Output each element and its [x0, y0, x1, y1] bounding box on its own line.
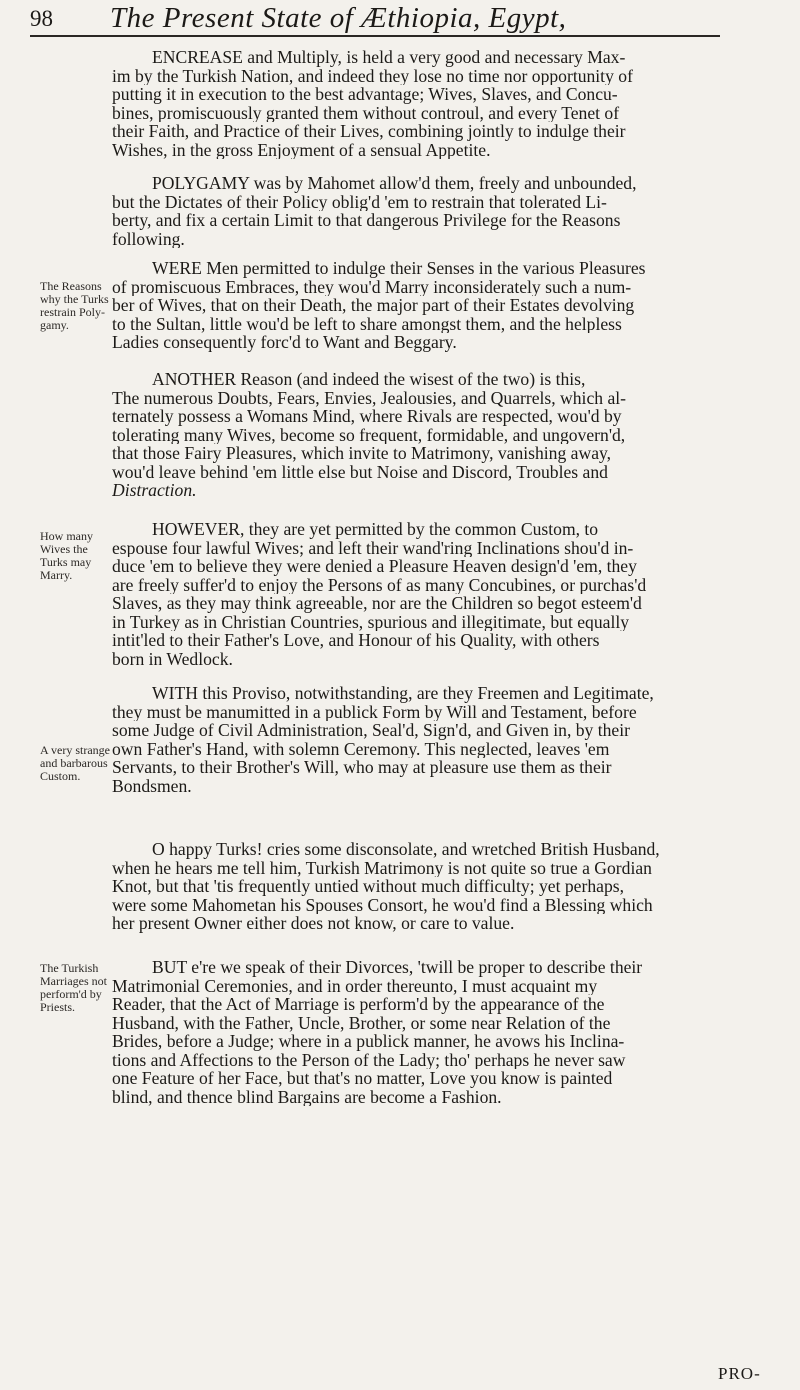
margin-note-line: The Reasons — [40, 279, 102, 293]
text-line: WITH this Proviso, notwithstanding, are they Freemen and Legitimate, — [152, 684, 654, 703]
margin-note-line: Marriages not — [40, 974, 107, 988]
text-line: im by the Turkish Nation, and indeed they lose no time nor opportunity of — [112, 66, 633, 85]
text-line: Ladies consequently forc'd to Want and Beggary. — [112, 333, 457, 352]
margin-note-reasons — [40, 280, 112, 332]
text-line: their Faith, and Practice of their Lives, combining jointly to indulge their — [112, 122, 626, 141]
text-line: ber of Wives, that on their Death, the major part of their Estates devolving — [112, 296, 635, 315]
page-header — [30, 2, 770, 36]
text-line: The numerous Doubts, Fears, Envies, Jealousies, and Quarrels, which al- — [112, 388, 627, 407]
text-line: but the Dictates of their Policy oblig'd 'em to restrain that tolerated Li- — [112, 192, 607, 211]
text-line: Knot, but that 'tis frequently untied without much difficulty; yet perhaps, — [112, 877, 624, 896]
text-line: are freely suffer'd to enjoy the Persons of as many Concubines, or purchas'd — [112, 575, 647, 594]
page-number: 98 — [30, 6, 53, 31]
text-line: in Turkey as in Christian Countries, spurious and illegitimate, but equally — [112, 612, 630, 631]
text-line: Brides, before a Judge; where in a publick manner, he avows his Inclina- — [112, 1032, 625, 1051]
paragraph-happy-turks — [112, 840, 778, 933]
text-line: one Feature of her Face, but that's no matter, Love you know is painted — [112, 1069, 613, 1088]
margin-note-line: Priests. — [40, 1000, 76, 1014]
header-rule — [30, 35, 720, 37]
margin-note-line: How many — [40, 529, 93, 543]
text-line: berty, and fix a certain Limit to that dangerous Privilege for the Reasons — [112, 211, 621, 230]
text-line: espouse four lawful Wives; and left their wand'ring Inclinations shou'd in- — [112, 538, 634, 557]
paragraph-however — [112, 520, 778, 668]
text-line: some Judge of Civil Administration, Seal'd, Sign'd, and Given in, by their — [112, 721, 630, 740]
text-line: ANOTHER Reason (and indeed the wisest of the two) is this, — [152, 370, 586, 389]
margin-note-line: A very strange — [40, 743, 110, 757]
text-line: wou'd leave behind 'em little else but Noise and Discord, Troubles and — [112, 462, 608, 481]
margin-note-line: and barbarous — [40, 756, 108, 770]
text-line: of promiscuous Embraces, they wou'd Marry inconsiderately such a num- — [112, 277, 632, 296]
text-line: ternately possess a Womans Mind, where Rivals are respected, wou'd by — [112, 407, 622, 426]
text-line: WERE Men permitted to indulge their Senses in the various Pleasures — [152, 259, 646, 278]
margin-note-how-many-wives — [40, 530, 112, 582]
text-line: tolerating many Wives, become so frequent, formidable, and ungovern'd, — [112, 425, 626, 444]
paragraph-polygamy — [112, 174, 778, 248]
text-line: tions and Affections to the Person of the Lady; tho' perhaps he never saw — [112, 1050, 626, 1069]
text-line: they must be manumitted in a publick Form by Will and Testament, before — [112, 702, 637, 721]
text-line: Bondsmen. — [112, 776, 192, 795]
text-line: Wishes, in the gross Enjoyment of a sensual Appetite. — [112, 140, 491, 159]
text-line: POLYGAMY was by Mahomet allow'd them, freely and unbounded, — [152, 174, 637, 193]
margin-note-line: Wives the — [40, 542, 88, 556]
paragraph-encrease — [112, 48, 778, 159]
margin-note-line: Custom. — [40, 769, 81, 783]
paragraph-but-divorces — [112, 958, 778, 1106]
text-line: HOWEVER, they are yet permitted by the common Custom, to — [152, 520, 599, 539]
margin-note-line: why the Turks — [40, 292, 109, 306]
text-line: BUT e're we speak of their Divorces, 'twill be proper to describe their — [152, 958, 643, 977]
margin-note-marriages — [40, 962, 112, 1014]
margin-note-line: Marry. — [40, 568, 73, 582]
text-line: own Father's Hand, with solemn Ceremony. This neglected, leaves 'em — [112, 739, 610, 758]
margin-note-strange-custom — [40, 744, 112, 783]
paragraph-with-this-proviso — [112, 684, 778, 795]
margin-note-line: restrain Poly- — [40, 305, 105, 319]
text-line: ENCREASE and Multiply, is held a very good and necessary Max- — [152, 48, 626, 67]
margin-note-line: Turks may — [40, 555, 92, 569]
text-line: intit'led to their Father's Love, and Honour of his Quality, with others — [112, 631, 600, 650]
text-line: blind, and thence blind Bargains are become a Fashion. — [112, 1087, 502, 1106]
paragraph-another-reason — [112, 370, 778, 500]
text-line: were some Mahometan his Spouses Consort, he wou'd find a Blessing which — [112, 895, 653, 914]
margin-note-line: The Turkish — [40, 961, 99, 975]
text-line: Servants, to their Brother's Will, who may at pleasure use them as their — [112, 758, 612, 777]
text-line: Husband, with the Father, Uncle, Brother, or some near Relation of the — [112, 1013, 611, 1032]
paragraph-were-men — [112, 259, 778, 352]
text-line: to the Sultan, little wou'd be left to share amongst them, and the helpless — [112, 314, 622, 333]
margin-note-line: gamy. — [40, 318, 69, 332]
text-line: Slaves, as they may think agreeable, nor are the Children so begot esteem'd — [112, 594, 642, 613]
catchword: PRO- — [718, 1364, 761, 1383]
text-line: following. — [112, 229, 185, 248]
text-line: that those Fairy Pleasures, which invite to Matrimony, vanishing away, — [112, 444, 612, 463]
text-line: O happy Turks! cries some disconsolate, and wretched British Husband, — [152, 840, 660, 859]
text-line: putting it in execution to the best advantage; Wives, Slaves, and Concu- — [112, 85, 618, 104]
text-line: when he hears me tell him, Turkish Matrimony is not quite so true a Gordian — [112, 858, 652, 877]
text-line: duce 'em to believe they were denied a Pleasure Heaven design'd 'em, they — [112, 557, 637, 576]
text-line: Reader, that the Act of Marriage is perform'd by the appearance of the — [112, 995, 605, 1014]
text-line: bines, promiscuously granted them without controul, and every Tenet of — [112, 103, 620, 122]
text-line: born in Wedlock. — [112, 649, 233, 668]
margin-note-line: perform'd by — [40, 987, 102, 1001]
text-line: Distraction. — [112, 481, 197, 500]
running-title: The Present State of Æthiopia, Egypt, — [110, 2, 567, 34]
text-line: her present Owner either does not know, or care to value. — [112, 914, 515, 933]
text-line: Matrimonial Ceremonies, and in order thereunto, I must acquaint my — [112, 976, 598, 995]
